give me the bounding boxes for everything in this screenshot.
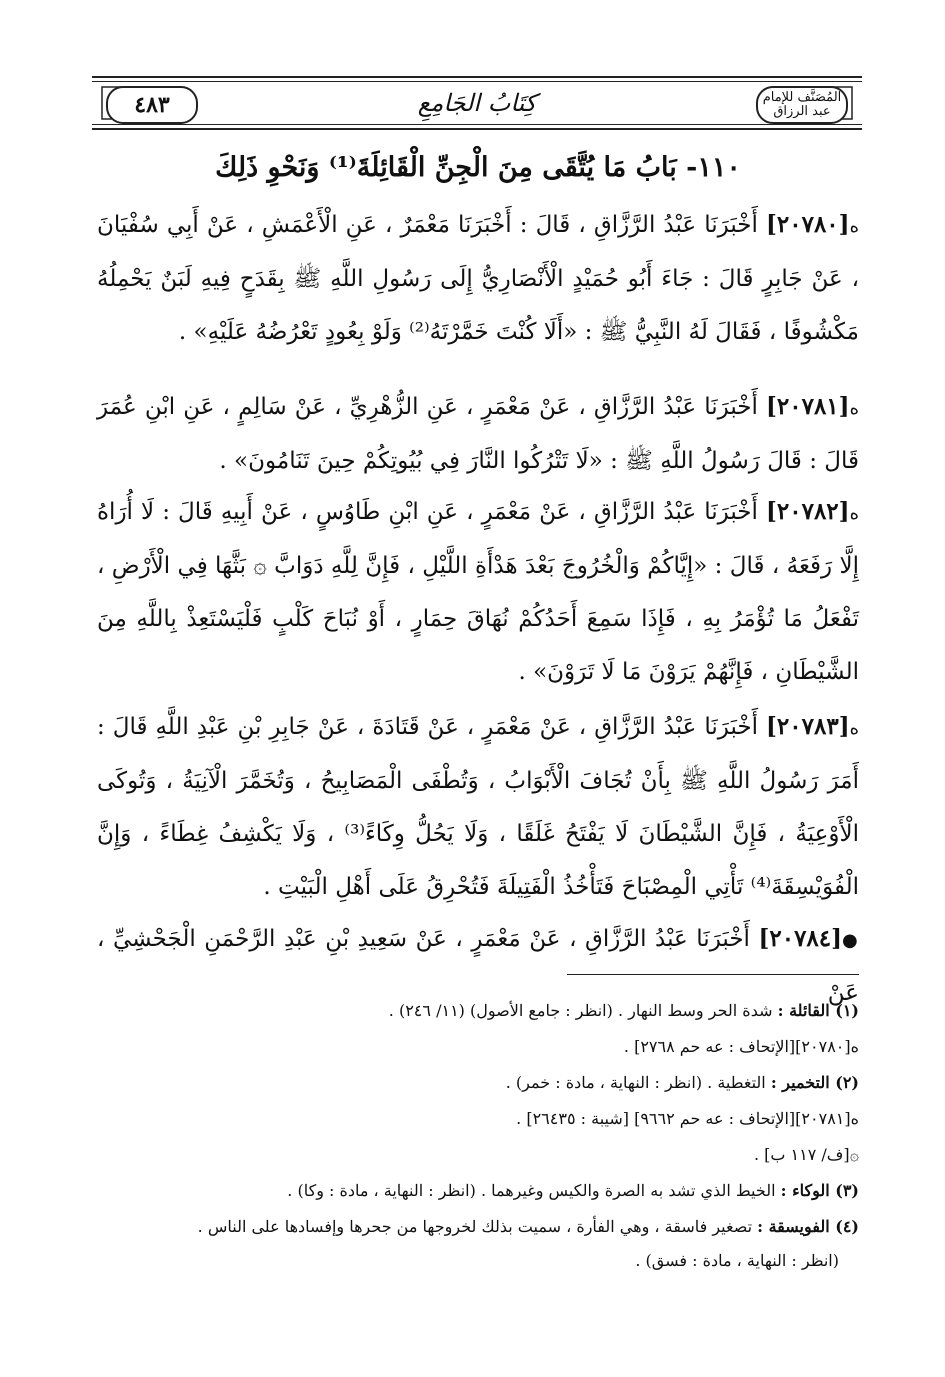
folio-mark-icon: ۞	[849, 1145, 859, 1164]
hadith-text: أَخْبَرَنَا عَبْدُ الرَّزَّاقِ ، عَنْ مَعْمَرٍ ، عَنِ الزُّهْرِيِّ ، عَنْ سَالِمٍ ، عَنِ ابْنِ عُمَرَ قَالَ : قَالَ رَسُولُ اللَّهِ ﷺ : «لَا تَتْرُكُوا النَّارَ فِي بُيُوتِكُمْ حِينَ تَنَامُونَ» .	[97, 394, 859, 474]
hadith-20782	[97, 485, 859, 699]
hadith-marker: ه	[849, 216, 859, 237]
hadith-marker: ه	[849, 398, 859, 419]
footnote-2	[97, 1066, 859, 1100]
footnote-label: (٢) التخمير :	[770, 1073, 859, 1092]
footnote-text: [الإتحاف : عه حم ٢٧٦٨] .	[623, 1037, 796, 1056]
header-rule-bottom	[92, 128, 862, 130]
hadith-20780	[97, 198, 859, 359]
footnote-folio	[97, 1138, 859, 1172]
hadith-20783	[97, 700, 859, 914]
page-header	[92, 76, 862, 130]
footnote-text: [ف/ ١١٧ ب] .	[753, 1145, 850, 1164]
footnote-separator	[567, 974, 859, 975]
hadith-number: [٢٠٧٨٣]	[766, 713, 850, 740]
footnote-label: (٣) الوكاء :	[780, 1181, 859, 1200]
hadith-number: [٢٠٧٨٢]	[766, 498, 850, 525]
header-rule-bottom-inner	[92, 124, 862, 125]
page-number: ٤٨٣	[106, 86, 198, 124]
book-logo: المُصَنَّف للإمام عبد الرزاق	[756, 86, 848, 124]
footnote-label: (١) القائلة :	[777, 1001, 859, 1020]
footnote-text: شدة الحر وسط النهار . (انظر : جامع الأصول) (١١/ ٢٤٦) .	[388, 1001, 773, 1020]
footnote-text: تصغير فاسقة ، وهي الفأرة ، سميت بذلك لخروجها من جحرها وإفسادها على الناس .	[197, 1217, 753, 1236]
running-title: كِتَابُ الجَامِعِ	[417, 89, 537, 117]
hadith-text: أَخْبَرَنَا عَبْدُ الرَّزَّاقِ ، عَنْ مَعْمَرٍ ، عَنْ قَتَادَةَ ، عَنْ جَابِرِ بْنِ عَبْدِ اللَّهِ قَالَ : أَمَرَ رَسُولُ اللَّهِ ﷺ بِأَنْ تُجَافَ الْأَبْوَابُ ، وَتُطْفَى الْمَصَابِيحُ ، وَتُخَمَّرَ الْآنِيَةُ ، وَتُوكَى الْأَوْعِيَةُ ، فَإِنَّ الشَّيْطَانَ لَا يَفْتَحُ غَلَقًا ، وَلَا يَحُلُّ وِكَاءً⁽³⁾ ، وَلَا يَكْشِفُ غِطَاءً ، وَإِنَّ الْفُوَيْسِقَةَ⁽⁴⁾ تَأْتِي الْمِصْبَاحَ فَتَأْخُذُ الْفَتِيلَةَ فَتُحْرِقُ عَلَى أَهْلِ الْبَيْتِ .	[97, 714, 859, 900]
footnote-4	[97, 1210, 859, 1244]
footnote-label: ه[٢٠٧٨١]	[795, 1109, 859, 1128]
footnote-ref-20781	[97, 1102, 859, 1136]
hadith-20781	[97, 380, 859, 488]
footnote-text: التغطية . (انظر : النهاية ، مادة : خمر) .	[505, 1073, 766, 1092]
footnote-text: [الإتحاف : عه حم ٩٦٦٢] [شيبة : ٢٦٤٣٥] .	[516, 1109, 796, 1128]
hadith-text: أَخْبَرَنَا عَبْدُ الرَّزَّاقِ ، عَنْ مَعْمَرٍ ، عَنْ سَعِيدِ بْنِ عَبْدِ الرَّحْمَنِ الْجَحْشِيِّ ، عَنْ	[97, 926, 859, 1006]
footnote-1	[97, 994, 859, 1028]
footnote-4-continued	[97, 1244, 859, 1278]
hadith-text: أَخْبَرَنَا عَبْدُ الرَّزَّاقِ ، قَالَ : أَخْبَرَنَا مَعْمَرٌ ، عَنِ الْأَعْمَشِ ، عَنْ أَبِي سُفْيَانَ ، عَنْ جَابِرٍ قَالَ : جَاءَ أَبُو حُمَيْدٍ الْأَنْصَارِيُّ إِلَى رَسُولِ اللَّهِ ﷺ بِقَدَحٍ فِيهِ لَبَنٌ يَحْمِلُهُ مَكْشُوفًا ، فَقَالَ لَهُ النَّبِيُّ ﷺ : «أَلَا كُنْتَ خَمَّرْتَهُ⁽²⁾ وَلَوْ بِعُودٍ تَعْرُضُهُ عَلَيْهِ» .	[97, 212, 859, 345]
chapter-title: ١١٠- بَابُ مَا يُتَّقَى مِنَ الْجِنِّ الْقَائِلَةَ⁽¹⁾ وَنَحْوِ ذَلِكَ	[215, 152, 741, 183]
hadith-text: أَخْبَرَنَا عَبْدُ الرَّزَّاقِ ، عَنْ مَعْمَرٍ ، عَنِ ابْنِ طَاوُسٍ ، عَنْ أَبِيهِ قَالَ : لَا أُرَاهُ إِلَّا رَفَعَهُ ، قَالَ : «إِيَّاكُمْ وَالْخُرُوجَ بَعْدَ هَدْأَةِ اللَّيْلِ ، فَإِنَّ لِلَّهِ دَوَابَّ ۞ بَثَّهَا فِي الْأَرْضِ ، تَفْعَلُ مَا تُؤْمَرُ بِهِ ، فَإِذَا سَمِعَ أَحَدُكُمْ نُهَاقَ حِمَارٍ ، أَوْ نُبَاحَ كَلْبٍ فَلْيَسْتَعِذْ بِاللَّهِ مِنَ الشَّيْطَانِ ، فَإِنَّهُمْ يَرَوْنَ مَا لَا تَرَوْنَ» .	[97, 499, 859, 685]
footnote-text: الخيط الذي تشد به الصرة والكيس وغيرهما . (انظر : النهاية ، مادة : وكا) .	[287, 1181, 776, 1200]
footnote-ref-20780	[97, 1030, 859, 1064]
hadith-number: [٢٠٧٨١]	[766, 393, 850, 420]
footnote-label: ه[٢٠٧٨٠]	[795, 1037, 859, 1056]
hadith-marker: ه	[849, 718, 860, 739]
header-rule-top-inner	[92, 81, 862, 82]
footnote-text: (انظر : النهاية ، مادة : فسق) .	[635, 1251, 839, 1270]
header-rule-top	[92, 76, 862, 78]
footnote-label: (٤) الفويسقة :	[757, 1217, 859, 1236]
hadith-marker: ●	[842, 930, 859, 951]
hadith-marker: ه	[849, 503, 859, 524]
hadith-number: [٢٠٧٨٤]	[758, 925, 843, 952]
hadith-number: [٢٠٧٨٠]	[766, 211, 850, 238]
footnote-3	[97, 1174, 859, 1208]
